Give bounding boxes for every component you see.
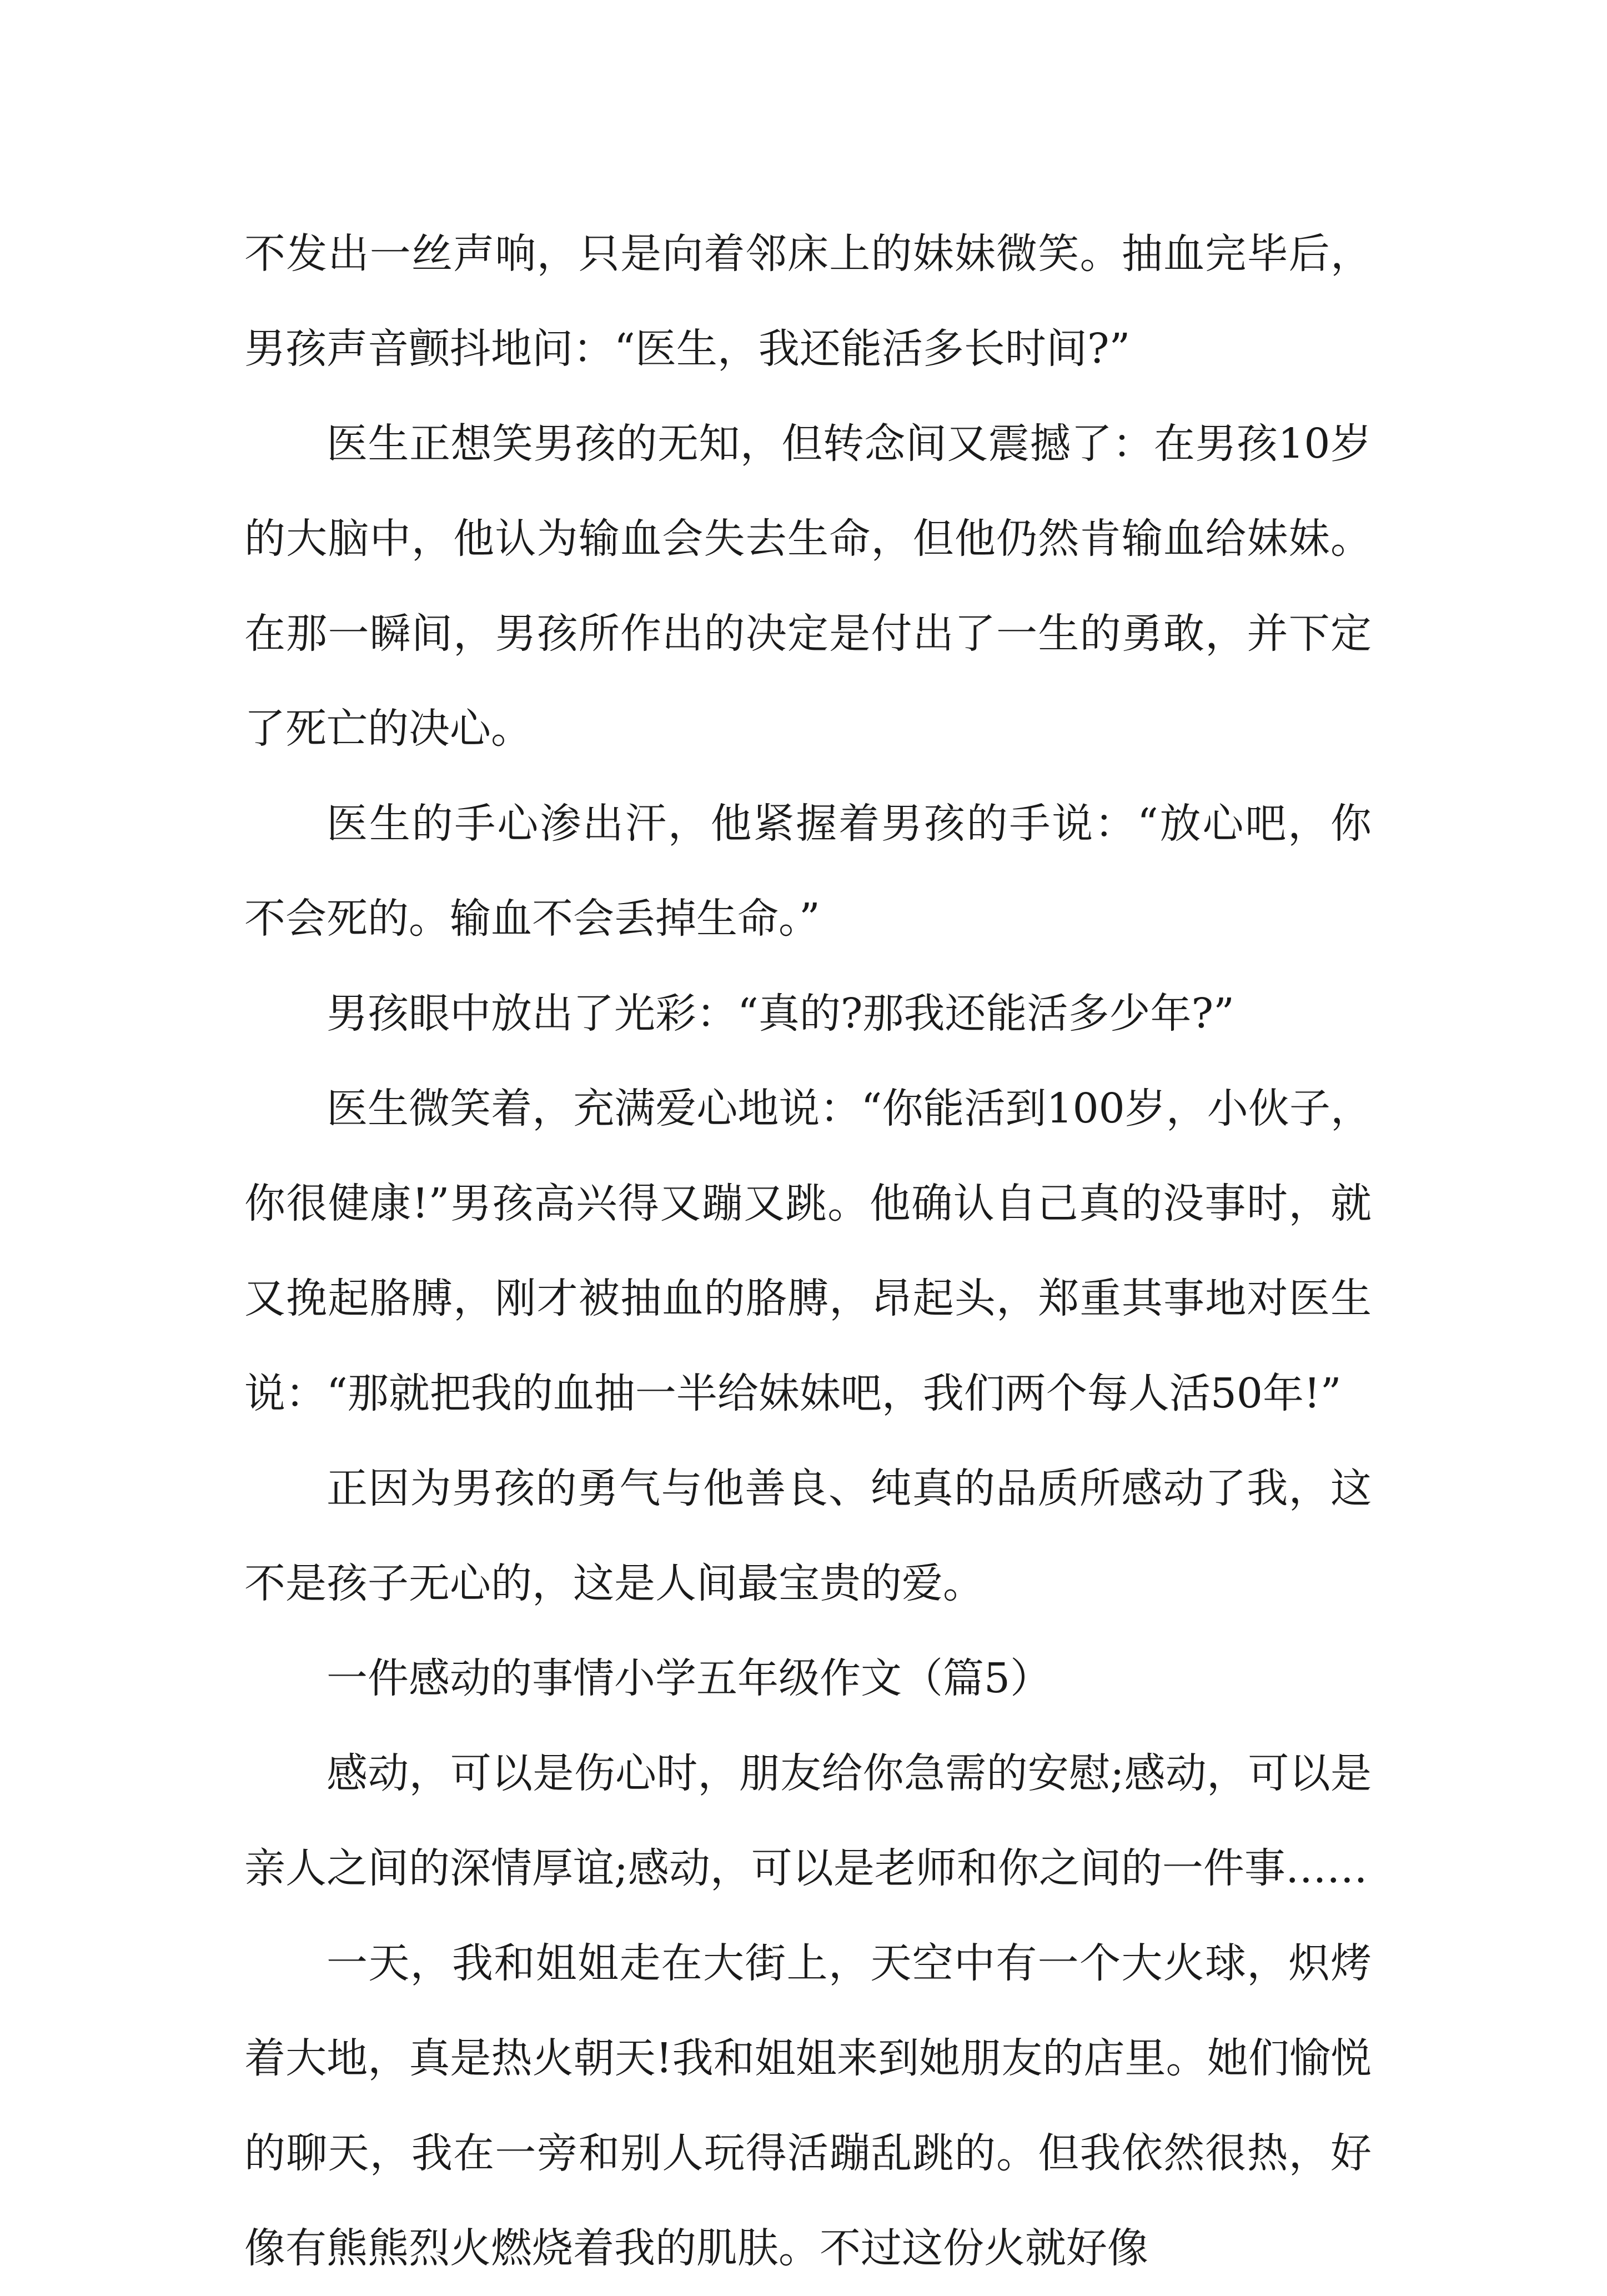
paragraph: 医生正想笑男孩的无知，但转念间又震撼了：在男孩10岁的大脑中，他认为输血会失去生命，但他仍然肯输血给妹妹。在那一瞬间，男孩所作出的决定是付出了一生的勇敢，并下定了死亡的决心。 [244, 420, 1372, 753]
paragraph: 一天，我和姐姐走在大街上，天空中有一个大火球，炽烤着大地，真是热火朝天!我和姐姐来到她朋友的店里。她们愉悦的聊天，我在一旁和别人玩得活蹦乱跳的。但我依然很热，好像有熊熊烈火燃烧着我的肌肤。不过这份火就好像 [244, 1939, 1372, 2272]
paragraph: 不发出一丝声响，只是向着邻床上的妹妹微笑。抽血完毕后，男孩声音颤抖地问：“医生，我还能活多长时间?” [244, 230, 1372, 373]
paragraph: 正因为男孩的勇气与他善良、纯真的品质所感动了我，这不是孩子无心的，这是人间最宝贵的爱。 [244, 1465, 1372, 1607]
paragraph: 男孩眼中放出了光彩：“真的?那我还能活多少年?” [327, 990, 1235, 1037]
paragraph: 医生的手心渗出汗，他紧握着男孩的手说：“放心吧，你不会死的。输血不会丢掉生命。” [244, 800, 1372, 943]
paragraph: 感动，可以是伤心时，朋友给你急需的安慰;感动，可以是亲人之间的深情厚谊;感动，可以是老师和你之间的一件事…… [244, 1749, 1372, 1892]
section-heading: 一件感动的事情小学五年级作文（篇5） [327, 1655, 1052, 1702]
document-body [244, 207, 1372, 2296]
paragraph: 医生微笑着，充满爱心地说：“你能活到100岁，小伙子，你很健康!”男孩高兴得又蹦又跳。他确认自己真的没事时，就又挽起胳膊，刚才被抽血的胳膊，昂起头，郑重其事地对医生说：“那就把我的血抽一半给妹妹吧，我们两个每人活50年!” [244, 1085, 1372, 1417]
